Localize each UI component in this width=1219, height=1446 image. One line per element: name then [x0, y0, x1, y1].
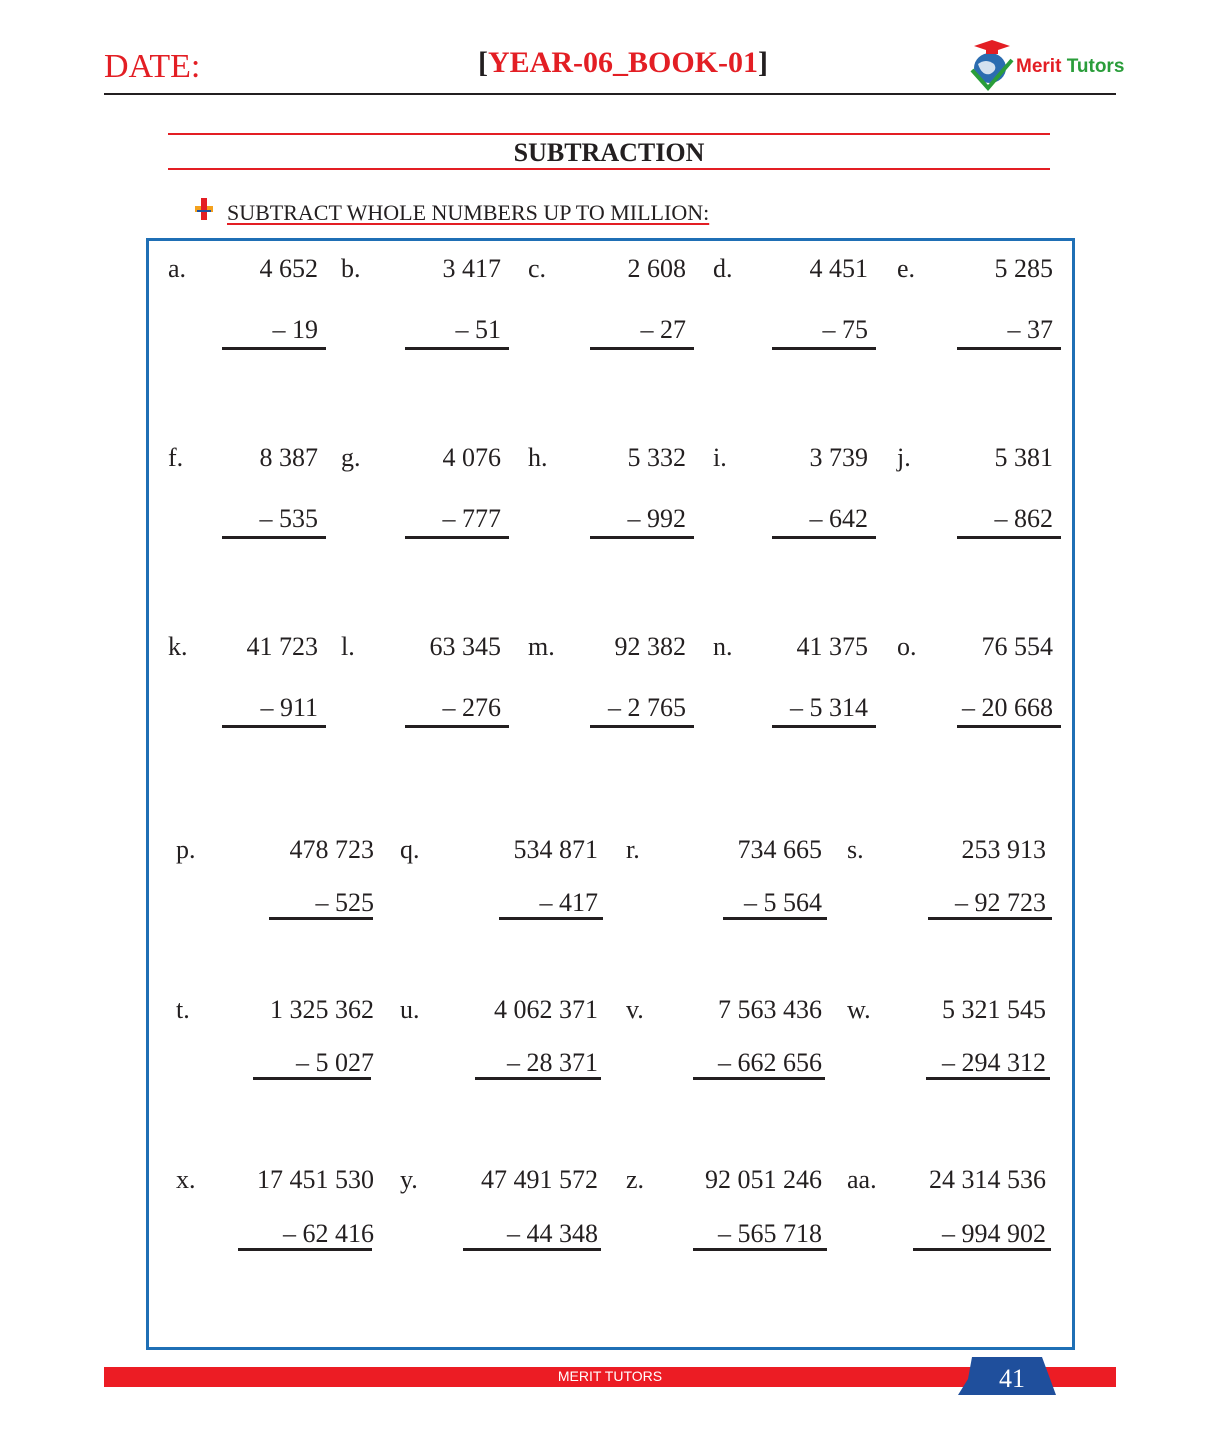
- problem-label: y.: [400, 1165, 418, 1194]
- problem-label: r.: [626, 835, 640, 864]
- minuend: 4 652: [259, 254, 318, 283]
- minuend: 5 332: [627, 443, 686, 472]
- answer-line: [590, 347, 694, 350]
- subtrahend: – 2 765: [608, 693, 686, 722]
- subtrahend: – 51: [455, 315, 501, 344]
- subtrahend: – 911: [260, 693, 318, 722]
- subtrahend: – 417: [539, 888, 598, 917]
- bullet-icon: [193, 198, 215, 220]
- answer-line: [253, 1077, 371, 1080]
- answer-line: [957, 347, 1061, 350]
- header-rule: [104, 93, 1116, 95]
- answer-line: [913, 1248, 1051, 1251]
- problem-label: s.: [847, 835, 864, 864]
- answer-line: [405, 347, 509, 350]
- logo-text: Merit Tutors: [1016, 56, 1125, 77]
- problem-label: w.: [847, 995, 871, 1024]
- minuend: 92 051 246: [705, 1165, 822, 1194]
- answer-line: [269, 917, 373, 920]
- subtrahend: – 525: [315, 888, 374, 917]
- answer-line: [926, 1077, 1050, 1080]
- minuend: 92 382: [614, 632, 686, 661]
- subtrahend: – 565 718: [718, 1219, 822, 1248]
- minuend: 534 871: [513, 835, 598, 864]
- minuend: 41 723: [246, 632, 318, 661]
- page-number: 41: [999, 1364, 1025, 1393]
- problem-label: p.: [176, 835, 196, 864]
- minuend: 4 062 371: [494, 995, 598, 1024]
- subtrahend: – 20 668: [962, 693, 1053, 722]
- subtrahend: – 862: [994, 504, 1053, 533]
- answer-line: [693, 1077, 825, 1080]
- subtrahend: – 5 314: [790, 693, 868, 722]
- instruction-text: SUBTRACT WHOLE NUMBERS UP TO MILLION:: [227, 200, 710, 225]
- minuend: 5 381: [994, 443, 1053, 472]
- answer-line: [405, 536, 509, 539]
- problem-label: b.: [341, 254, 361, 283]
- subtrahend: – 777: [442, 504, 501, 533]
- answer-line: [772, 536, 876, 539]
- problem-label: aa.: [847, 1165, 877, 1194]
- minuend: 734 665: [737, 835, 822, 864]
- minuend: 3 739: [809, 443, 868, 472]
- minuend: 63 345: [429, 632, 501, 661]
- problem-label: u.: [400, 995, 420, 1024]
- problem-label: k.: [168, 632, 188, 661]
- answer-line: [463, 1248, 601, 1251]
- problem-label: l.: [341, 632, 355, 661]
- minuend: 8 387: [259, 443, 318, 472]
- section-title: SUBTRACTION: [513, 138, 705, 167]
- answer-line: [222, 536, 326, 539]
- minuend: 5 285: [994, 254, 1053, 283]
- subtrahend: – 19: [272, 315, 318, 344]
- answer-line: [590, 725, 694, 728]
- subtrahend: – 535: [259, 504, 318, 533]
- minuend: 17 451 530: [257, 1165, 374, 1194]
- answer-line: [222, 347, 326, 350]
- minuend: 5 321 545: [942, 995, 1046, 1024]
- answer-line: [957, 536, 1061, 539]
- subtrahend: – 62 416: [283, 1219, 374, 1248]
- subtrahend: – 92 723: [955, 888, 1046, 917]
- subtrahend: – 28 371: [507, 1048, 598, 1077]
- answer-line: [772, 347, 876, 350]
- title-rule-top: [168, 133, 1050, 135]
- subtrahend: – 75: [822, 315, 868, 344]
- problem-label: q.: [400, 835, 420, 864]
- problem-label: m.: [528, 632, 555, 661]
- minuend: 41 375: [796, 632, 868, 661]
- answer-line: [772, 725, 876, 728]
- subtrahend: – 294 312: [942, 1048, 1046, 1077]
- subtrahend: – 992: [627, 504, 686, 533]
- minuend: 47 491 572: [481, 1165, 598, 1194]
- book-title: [YEAR-06_BOOK-01]: [478, 46, 768, 79]
- subtrahend: – 27: [640, 315, 686, 344]
- minuend: 2 608: [627, 254, 686, 283]
- answer-line: [693, 1248, 827, 1251]
- minuend: 4 451: [809, 254, 868, 283]
- problem-label: g.: [341, 443, 361, 472]
- answer-line: [928, 917, 1052, 920]
- minuend: 253 913: [961, 835, 1046, 864]
- subtrahend: – 44 348: [507, 1219, 598, 1248]
- answer-line: [405, 725, 509, 728]
- problem-label: j.: [897, 443, 911, 472]
- subtrahend: – 276: [442, 693, 501, 722]
- problem-label: i.: [713, 443, 727, 472]
- minuend: 3 417: [442, 254, 501, 283]
- minuend: 24 314 536: [929, 1165, 1046, 1194]
- title-rule-bottom: [168, 168, 1050, 170]
- footer-text: MERIT TUTORS: [557, 1368, 663, 1384]
- answer-line: [499, 917, 603, 920]
- subtrahend: – 37: [1007, 315, 1053, 344]
- problem-label: n.: [713, 632, 733, 661]
- minuend: 7 563 436: [718, 995, 822, 1024]
- answer-line: [475, 1077, 601, 1080]
- subtrahend: – 662 656: [718, 1048, 822, 1077]
- problem-label: x.: [176, 1165, 196, 1194]
- minuend: 478 723: [289, 835, 374, 864]
- minuend: 1 325 362: [270, 995, 374, 1024]
- problem-label: o.: [897, 632, 917, 661]
- problem-label: d.: [713, 254, 733, 283]
- problem-label: z.: [626, 1165, 645, 1194]
- answer-line: [238, 1248, 372, 1251]
- answer-line: [590, 536, 694, 539]
- subtrahend: – 642: [809, 504, 868, 533]
- problem-label: e.: [897, 254, 916, 283]
- minuend: 4 076: [442, 443, 501, 472]
- problem-label: v.: [626, 995, 644, 1024]
- problem-label: c.: [528, 254, 547, 283]
- problem-label: h.: [528, 443, 548, 472]
- answer-line: [957, 725, 1061, 728]
- answer-line: [222, 725, 326, 728]
- answer-line: [723, 917, 827, 920]
- subtrahend: – 5 564: [744, 888, 822, 917]
- subtrahend: – 994 902: [942, 1219, 1046, 1248]
- minuend: 76 554: [981, 632, 1053, 661]
- problem-label: f.: [168, 443, 184, 472]
- problem-label: a.: [168, 254, 187, 283]
- subtrahend: – 5 027: [296, 1048, 374, 1077]
- problem-label: t.: [176, 995, 190, 1024]
- date-label: DATE:: [104, 48, 201, 85]
